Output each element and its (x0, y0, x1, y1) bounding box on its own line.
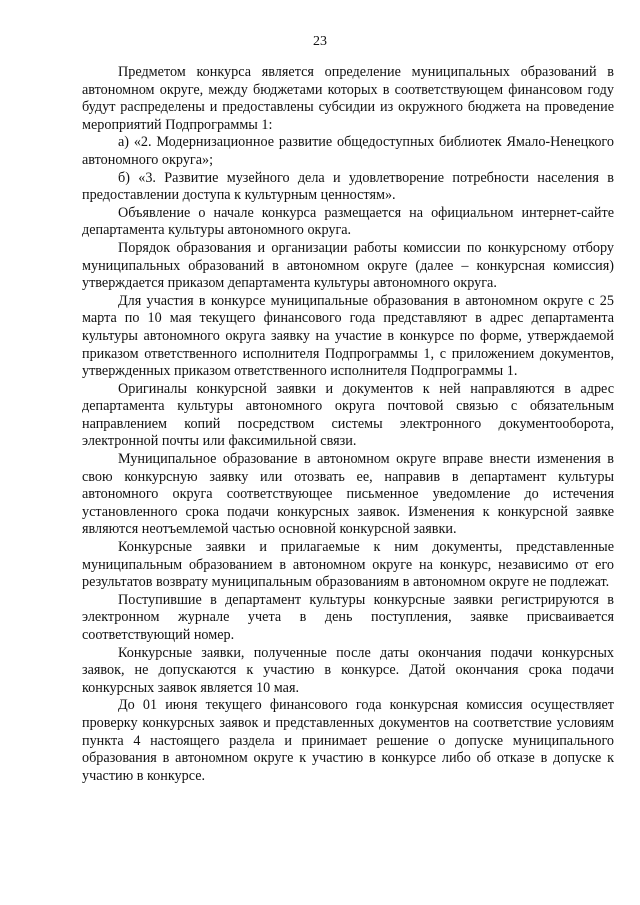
page-number: 23 (313, 34, 327, 49)
paragraph-item-b: б) «3. Развитие музейного дела и удовлетворение потребности населения в предоставлении доступа к культурным ценностям». (82, 169, 614, 204)
paragraph-changes: Муниципальное образование в автономном округе вправе внести изменения в свою конкурсную заявку или отозвать ее, направив в департамент культуры автономного округа соответствующее письменное уведомление до истечения установленного срока подачи конкурсных заявок. Изменения к конкурсной заявке являются неотъемлемой частью основной конкурсной заявки. (82, 451, 614, 538)
paragraph-no-return: Конкурсные заявки и прилагаемые к ним документы, представленные муниципальным образованием в автономном округе на конкурс, независимо от его результатов возврату муниципальным образованиям в автономном округе не подлежат. (82, 539, 614, 591)
document-body (82, 64, 614, 785)
paragraph-announcement: Объявление о начале конкурса размещается на официальном интернет-сайте департамента культуры автономного округа. (82, 204, 614, 239)
paragraph-item-a: а) «2. Модернизационное развитие общедоступных библиотек Ямало-Ненецкого автономного округа»; (82, 134, 614, 168)
paragraph-registration: Поступившие в департамент культуры конкурсные заявки регистрируются в электронном журнале учета в день поступления, заявке присваивается соответствующий номер. (82, 591, 614, 643)
paragraph-commission: Порядок образования и организации работы комиссии по конкурсному отбору муниципальных образований в автономном округе (далее – конкурсная комиссия) утверждается приказом департамента культуры автономного округа. (82, 239, 614, 292)
paragraph-originals: Оригиналы конкурсной заявки и документов к ней направляются в адрес департамента культуры автономного округа почтовой связью с обязательным направлением копий посредством системы электронного документооборота, электронной почты или факсимильной связи. (82, 380, 614, 450)
paragraph-subject: Предметом конкурса является определение муниципальных образований в автономном округе, между бюджетами которых в соответствующем финансовом году будут распределены и предоставлены субсидии из окружного бюджета на проведение мероприятий Подпрограммы 1: (82, 64, 614, 133)
paragraph-review: До 01 июня текущего финансового года конкурсная комиссия осуществляет проверку конкурсных заявок и представленных документов на соответствие условиям пункта 4 настоящего раздела и принимает решение о допуске муниципального образования в автономном округе к участию в конкурсе либо об отказе в допуске к участию в конкурсе. (82, 697, 614, 784)
paragraph-deadline: Конкурсные заявки, полученные после даты окончания подачи конкурсных заявок, не допускаются к участию в конкурсе. Датой окончания срока подачи конкурсных заявок является 10 мая. (82, 644, 614, 696)
paragraph-application: Для участия в конкурсе муниципальные образования в автономном округе с 25 марта по 10 мая текущего финансового года представляют в адрес департамента культуры автономного округа заявку на участие в конкурсе по форме, утверждаемой приказом ответственного исполнителя Подпрограммы 1, с приложением документов, утвержденных приказом ответственного исполнителя Подпрограммы 1. (82, 292, 614, 380)
